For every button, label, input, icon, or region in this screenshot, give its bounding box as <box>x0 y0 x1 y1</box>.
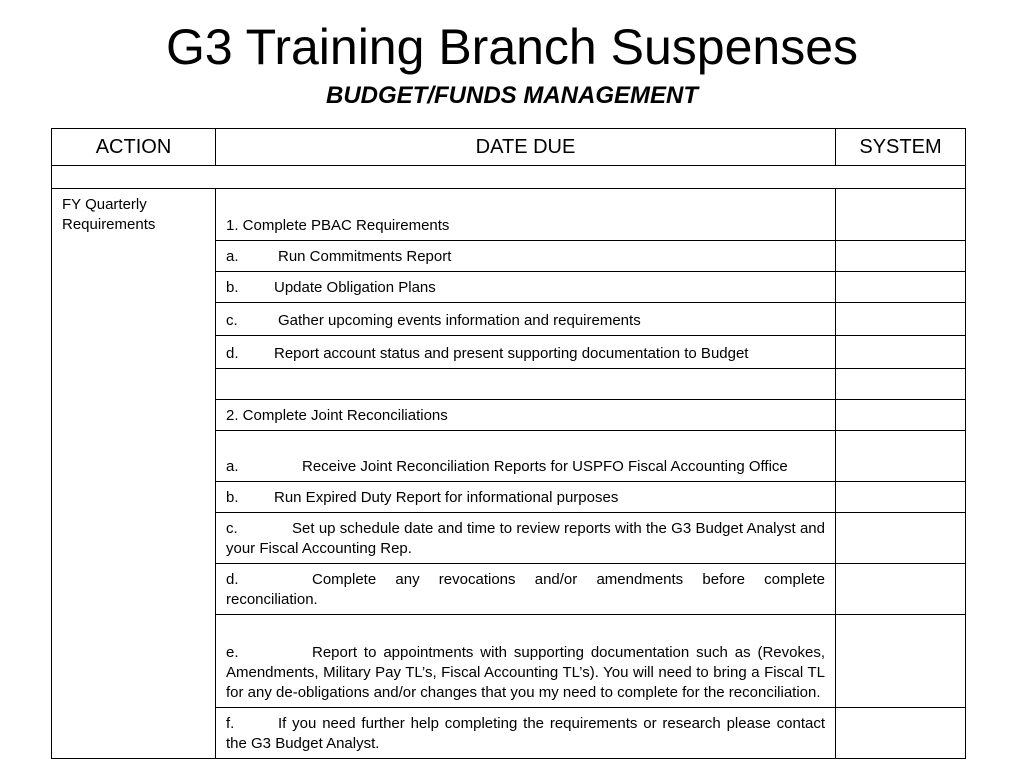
system-cell <box>836 336 966 369</box>
task-text: Run Commitments Report <box>278 248 452 265</box>
system-cell <box>836 241 966 272</box>
suspense-table <box>51 128 966 759</box>
system-cell <box>836 400 966 431</box>
system-cell <box>836 431 966 482</box>
task-text: Gather upcoming events information and requirements <box>278 312 641 329</box>
slide-subtitle: BUDGET/FUNDS MANAGEMENT <box>326 82 698 109</box>
task-cell <box>216 708 836 759</box>
task-text: 2. Complete Joint Reconciliations <box>226 407 448 424</box>
task-cell <box>216 615 836 708</box>
task-cell <box>216 336 836 369</box>
system-cell <box>836 615 966 708</box>
task-cell <box>216 513 836 564</box>
task-marker: a. <box>226 458 239 475</box>
task-cell <box>216 241 836 272</box>
system-cell <box>836 272 966 303</box>
task-cell <box>216 431 836 482</box>
task-marker: c. <box>226 312 238 329</box>
system-cell <box>836 708 966 759</box>
task-marker: b. <box>226 489 239 506</box>
task-text: Complete any revocations and/or amendments before complete reconciliation. <box>226 571 825 608</box>
system-cell <box>836 513 966 564</box>
header-date-due: DATE DUE <box>216 129 836 166</box>
task-cell <box>216 189 836 241</box>
task-marker: f. <box>226 715 235 732</box>
task-cell <box>216 400 836 431</box>
task-cell <box>216 564 836 615</box>
task-marker: a. <box>226 248 239 265</box>
system-cell <box>836 482 966 513</box>
task-cell <box>216 482 836 513</box>
task-text: Update Obligation Plans <box>274 279 436 296</box>
task-marker: d. <box>226 571 239 588</box>
task-cell <box>216 272 836 303</box>
system-cell <box>836 564 966 615</box>
task-text: 1. Complete PBAC Requirements <box>226 217 450 234</box>
task-text: Receive Joint Reconciliation Reports for USPFO Fiscal Accounting Office <box>302 458 788 475</box>
header-row <box>52 129 966 166</box>
task-cell <box>216 303 836 336</box>
task-marker: b. <box>226 279 239 296</box>
system-cell <box>836 189 966 241</box>
system-cell <box>836 369 966 400</box>
task-text: Report account status and present supporting documentation to Budget <box>274 345 749 362</box>
header-action: ACTION <box>52 129 216 166</box>
action-cell: FY Quarterly Requirements <box>52 189 216 759</box>
task-marker: c. <box>226 520 238 537</box>
header-system: SYSTEM <box>836 129 966 166</box>
task-text: Set up schedule date and time to review reports with the G3 Budget Analyst and your Fiscal Accounting Rep. <box>226 520 825 557</box>
task-text: Report to appointments with supporting documentation such as (Revokes, Amendments, Military Pay TL’s, Fiscal Accounting TL’s). You will need to bring a Fiscal TL for any de-obligations and/or changes that you my need to complete for the reconciliation. <box>226 644 825 701</box>
task-text: If you need further help completing the requirements or research please contact the G3 Budget Analyst. <box>226 715 825 752</box>
spacer-cell <box>52 166 966 189</box>
system-cell <box>836 303 966 336</box>
task-cell <box>216 369 836 400</box>
slide-title: G3 Training Branch Suspenses <box>165 19 859 75</box>
table-row <box>52 189 966 241</box>
spacer-row <box>52 166 966 189</box>
task-text: Run Expired Duty Report for informational purposes <box>274 489 619 506</box>
task-marker: e. <box>226 644 239 661</box>
task-marker: d. <box>226 345 239 362</box>
